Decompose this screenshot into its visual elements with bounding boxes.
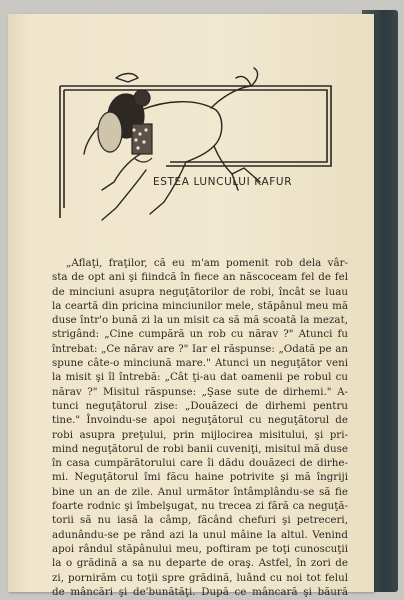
text-line: bine un an de zile. Anul următor întâmplându-se să fie bbox=[52, 485, 348, 498]
text-line: adunându-se pe rând azi la unul mâine la altul. Venind bbox=[52, 528, 348, 541]
text-line: întrebat: „Ce nărav are ?" Iar el răspunse: „Odată pe an bbox=[52, 342, 348, 355]
text-line: mind neguţătorul de robi banii cuveniţi, misitul mă duse bbox=[52, 442, 348, 455]
text-line: strigând: „Cine cumpără un rob cu nărav ?" Atunci fu bbox=[52, 328, 348, 341]
text-line: torii să nu iasă la câmp, făcând chefuri şi petreceri, bbox=[52, 514, 348, 527]
text-line: la o grădină a sa nu departe de oraş. Astfel, în zori de bbox=[52, 557, 348, 570]
horse-rider-illustration bbox=[46, 58, 346, 228]
text-line: robi asupra preţului, prin mijlocirea misitului, şi pri- bbox=[52, 428, 348, 441]
text-line: la misit şi îl întrebă: „Cât ţi-au dat oamenii pe robul cu bbox=[52, 371, 348, 384]
text-line: mi. Neguţătorul îmi făcu haine potrivite şi mă îngriji bbox=[52, 471, 348, 484]
text-line: sta de opt ani şi fiindcă în fiece an născoceam fel de fel bbox=[52, 271, 348, 284]
story-title: ESTEA LUNCULUI KAFUR bbox=[153, 176, 293, 188]
text-line: duse într'o bună zi la un misit ca să mă scoată la mezat, bbox=[52, 314, 348, 327]
text-line: de minciuni asupra neguţătorilor de robi, încât se luau bbox=[52, 285, 348, 298]
text-line: în casa cumpărătorului care îi dădu douăzeci de dirhe- bbox=[52, 457, 348, 470]
text-line: tine." Învoindu-se apoi neguţătorul cu neguţătorul de bbox=[52, 414, 348, 427]
story-paragraph bbox=[52, 256, 348, 599]
text-line: nărav ?" Misitul răspunse: „Şase sute de dirhemi." A- bbox=[52, 385, 348, 398]
text-line: apoi rândul stăpânului meu, poftiram pe toţi cunoscuţii bbox=[52, 542, 348, 555]
text-line: de mâncări şi de'bunătăţi. După ce mâncară şi băură bbox=[52, 585, 348, 598]
text-line: foarte rodnic şi îmbelşugat, nu trecea zi fără ca neguţă- bbox=[52, 500, 348, 513]
text-line: „Aflaţi, fraţilor, că eu m'am pomenit rob dela vâr- bbox=[66, 257, 348, 269]
text-line: spune câte-o minciună mare." Atunci un neguţător veni bbox=[52, 357, 348, 370]
text-line: la ceartă din pricina minciunilor mele, stăpânul meu mă bbox=[52, 299, 348, 312]
text-line: zi, pornirăm cu toţii spre grădină, luând cu noi tot felul bbox=[52, 571, 348, 584]
text-line: tunci neguţătorul zise: „Douăzeci de dirhemi pentru bbox=[52, 399, 348, 412]
